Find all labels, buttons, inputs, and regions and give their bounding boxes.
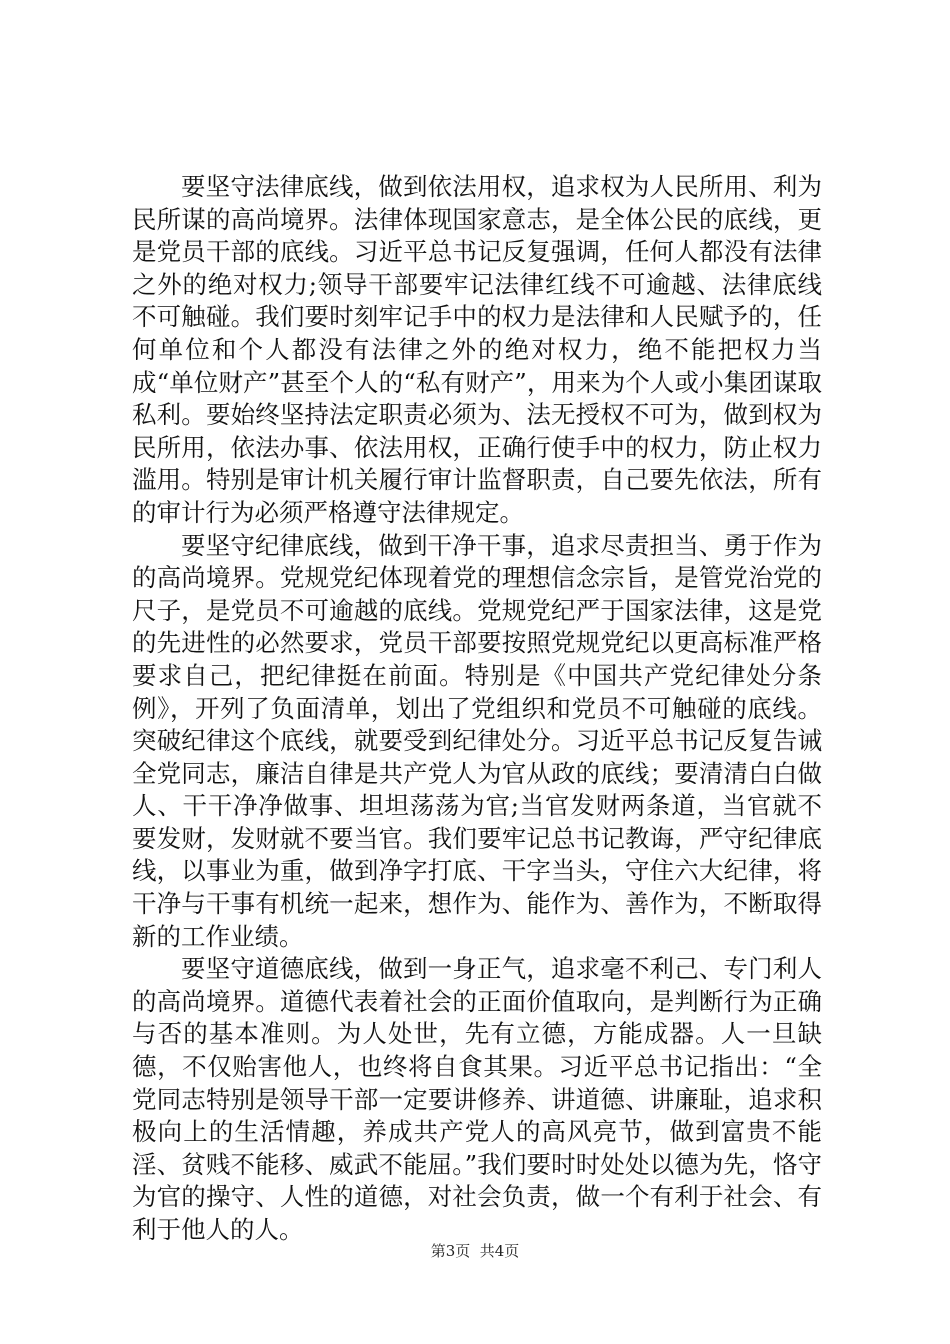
paragraph-law-bottom-line: 要坚守法律底线，做到依法用权，追求权为人民所用、利为民所谋的高尚境界。法律体现国家意志，是全体公民的底线，更是党员干部的底线。习近平总书记反复强调，任何人都没有法律之外的绝对权力;领导干部要牢记法律红线不可逾越、法律底线不可触碰。我们要时刻牢记手中的权力是法律和人民赋予的，任何单位和个人都没有法律之外的绝对权力，绝不能把权力当成“单位财产”甚至个人的“私有财产”，用来为个人或小集团谋取私利。要始终坚持法定职责必须为、法无授权不可为，做到权为民所用，依法办事、依法用权，正确行使手中的权力，防止权力滥用。特别是审计机关履行审计监督职责，自己要先依法，所有的审计行为必须严格遵守法律规定。 (132, 172, 822, 527)
paragraph-discipline-bottom-line: 要坚守纪律底线，做到干净干事，追求尽责担当、勇于作为的高尚境界。党规党纪体现着党的理想信念宗旨，是管党治党的尺子，是党员不可逾越的底线。党规党纪严于国家法律，这是党的先进性的必然要求，党员干部要按照党规党纪以更高标准严格要求自己，把纪律挺在前面。特别是《中国共产党纪律处分条例》，开列了负面清单，划出了党组织和党员不可触碰的底线。突破纪律这个底线，就要受到纪律处分。习近平总书记反复告诫全党同志，廉洁自律是共产党人为官从政的底线；要清清白白做人、干干净净做事、坦坦荡荡为官;当官发财两条道，当官就不要发财，发财就不要当官。我们要牢记总书记教诲，严守纪律底线，以事业为重，做到净字打底、干字当头，守住六大纪律，将干净与干事有机统一起来，想作为、能作为、善作为，不断取得新的工作业绩。 (132, 530, 822, 951)
page-footer: 第3页 共4页 (430, 1242, 520, 1260)
paragraph-morality-bottom-line: 要坚守道德底线，做到一身正气，追求毫不利己、专门利人的高尚境界。道德代表着社会的正面价值取向，是判断行为正确与否的基本准则。为人处世，先有立德，方能成器。人一旦缺德，不仅贻害他人，也终将自食其果。习近平总书记指出：“全党同志特别是领导干部一定要讲修养、讲道德、讲廉耻，追求积极向上的生活情趣，养成共产党人的高风亮节，做到富贵不能淫、贫贱不能移、威武不能屈。”我们要时时处处以德为先，恪守为官的操守、人性的道德，对社会负责，做一个有利于社会、有利于他人的人。 (132, 954, 822, 1244)
document-body (132, 171, 822, 1247)
